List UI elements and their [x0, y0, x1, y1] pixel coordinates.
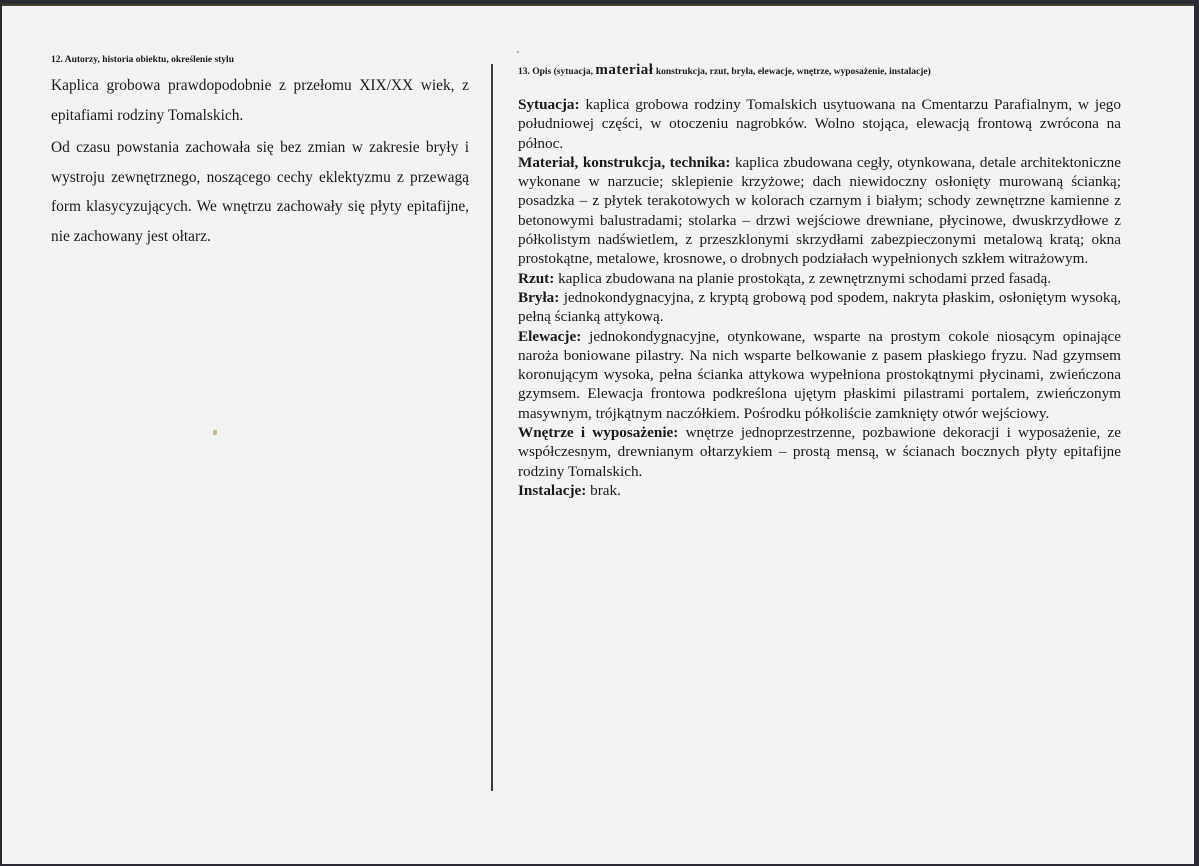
entry-label: Rzut: — [518, 269, 555, 287]
entry-label: Elewacje: — [518, 327, 582, 345]
heading-emphasis: materiał — [595, 62, 654, 78]
heading-suffix: konstrukcja, rzut, bryła, elewacje, wnętrze, wyposażenie, instalacje) — [653, 67, 931, 77]
entry-installations — [518, 481, 1121, 500]
entry-text: kaplica zbudowana cegły, otynkowana, detale architektoniczne wykonane w narzucie; sklepienie krzyżowe; dach niewidoczny osłonięty murowaną ścianką; posadzka – z płytek terakotowych w kolorach czarnym i białym; schody zewnętrzne kamienne z betonowymi balustradami; stolarka – drzwi wejściowe drewniane, płycinowe, dwuskrzydłowe z półkolistym nadświetlem, z przeszklonymi skrzydłami zabezpieczonymi metalową kratą; okna prostokątne, metalowe, krosnowe, o drobnych podziałach wypełnionych szkłem witrażowym. — [518, 153, 1122, 268]
entry-material-construction — [518, 153, 1121, 269]
section-13-description — [518, 62, 1121, 500]
column-divider — [491, 64, 493, 791]
section-12-heading: 12. Autorzy, historia obiektu, określenie stylu — [51, 55, 234, 65]
entry-label: Materiał, konstrukcja, technika: — [518, 153, 731, 171]
entry-mass — [518, 288, 1121, 327]
entry-text: brak. — [586, 481, 621, 499]
section-13-body — [518, 95, 1121, 500]
paragraph: Kaplica grobowa prawdopodobnie z przełomu XIX/XX wiek, z epitafiami rodziny Tomalskich. — [51, 77, 469, 124]
entry-text: kaplica grobowa rodziny Tomalskich usytuowana na Cmentarzu Parafialnym, w jego południowej części, w otoczeniu nagrobków. Wolno stojąca, elewacją frontową zwrócona na północ. — [518, 96, 1121, 152]
heading-prefix: 13. Opis (sytuacja, — [518, 67, 596, 77]
section-12-authors-history-style — [51, 55, 469, 251]
entry-text: wnętrze jednoprzestrzenne, pozbawione dekoracji i wyposażenie, ze współczesnym, drewnianym ołtarzykiem – prostą mensą, w ścianach bocznych płyty epitafijne rodziny Tomalskich. — [518, 424, 1121, 480]
paragraph: Od czasu powstania zachowała się bez zmian w zakresie bryły i wystroju zewnętrznego, noszącego cechy eklektyzmu z przewagą form klasycyzujących. We wnętrzu zachowały się płyty epitafijne, nie zachowany jest ołtarz. — [51, 139, 469, 245]
entry-text: kaplica zbudowana na planie prostokąta, z zewnętrznymi schodami przed fasadą. — [554, 269, 1052, 287]
scan-speck — [517, 51, 519, 53]
section-12-body — [51, 71, 469, 251]
entry-interior-furnishings — [518, 423, 1121, 481]
entry-label: Bryła: — [518, 288, 560, 306]
entry-label: Sytuacja: — [518, 96, 580, 113]
entry-label: Instalacje: — [518, 481, 587, 499]
entry-text: jednokondygnacyjne, otynkowane, wsparte na prostym cokole niosącym opinające naroża boniowane pilastry. Na nich wsparte belkowanie z pasem płaskiego fryzu. Nad gzymsem koronującym wysoka, pełna ścianka attykowa wypełniona prostokątnymi płycinami, zwieńczona gzymsem. Elewacja frontowa podkreślona ujętym płaskimi pilastrami portalem, zwieńczonym masywnym, trójkątnym naczółkiem. Pośrodku półkoliście zamknięty otwór wejściowy. — [518, 327, 1121, 422]
entry-situation — [518, 95, 1121, 153]
section-13-heading — [518, 62, 1121, 79]
scan-speck — [213, 430, 217, 435]
entry-text: jednokondygnacyjna, z kryptą grobową pod spodem, nakryta płaskim, osłoniętym wysoką, pełną ścianką attykową. — [518, 288, 1121, 326]
entry-plan — [518, 269, 1121, 288]
entry-label: Wnętrze i wyposażenie: — [518, 424, 679, 442]
entry-elevations — [518, 327, 1121, 423]
